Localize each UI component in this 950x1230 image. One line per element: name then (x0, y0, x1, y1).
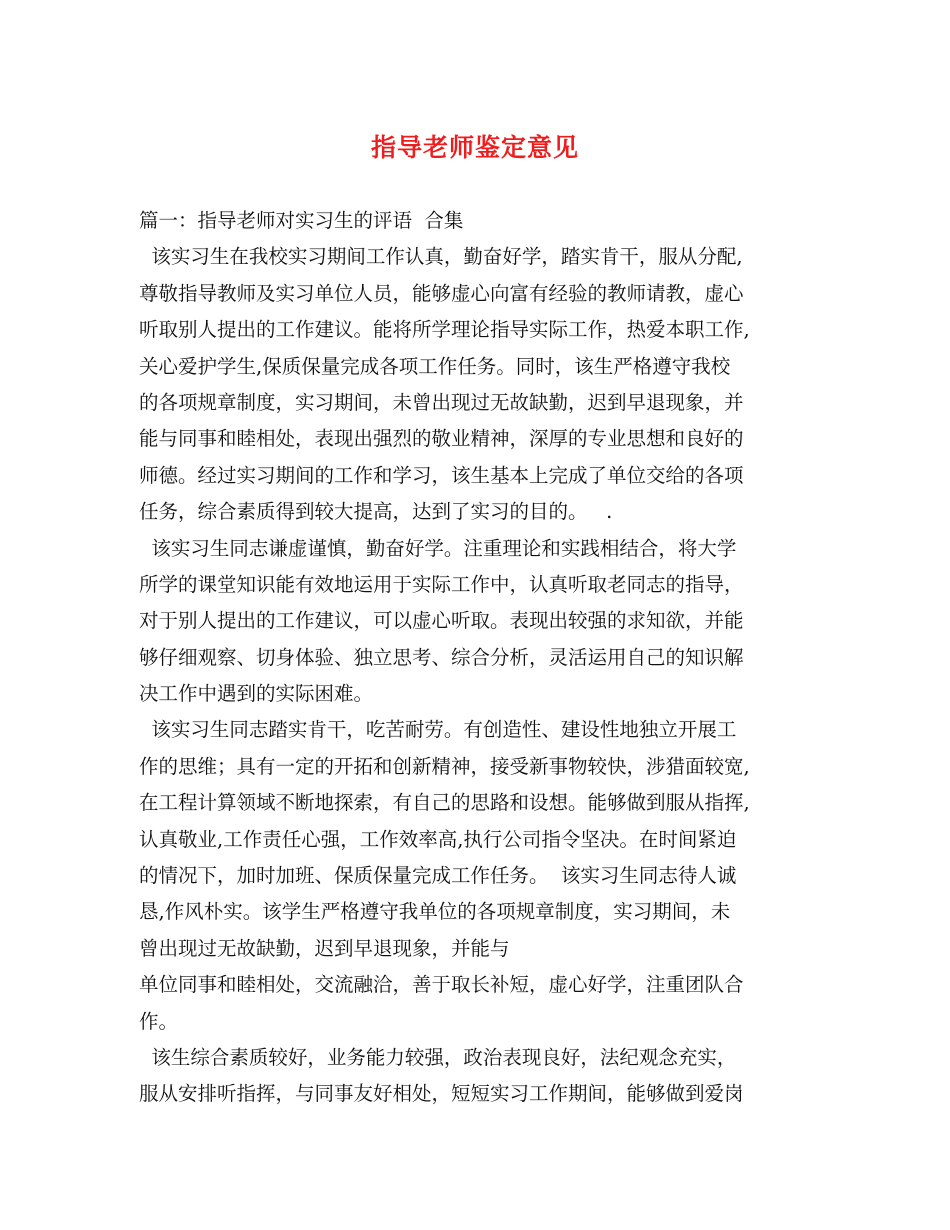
body-line: 篇一：指导老师对实习生的评语 合集 (139, 209, 464, 232)
body-line: 尊敬指导教师及实习单位人员，能够虚心向富有经验的教师请教，虚心 (139, 281, 744, 305)
body-line: 的情况下，加时加班、保质保量完成工作任务。 该实习生同志待人诚 (139, 864, 737, 888)
document-title: 指导老师鉴定意见 (370, 133, 579, 162)
body-line: 够仔细观察、切身体验、独立思考、综合分析，灵活运用自己的知识解 (139, 645, 744, 669)
body-line: 该实习生在我校实习期间工作认真，勤奋好学，踏实肯干，服从分配, (139, 245, 743, 269)
body-line: 该实习生同志谦虚谨慎，勤奋好学。注重理论和实践相结合，将大学 (139, 536, 737, 560)
body-line: 对于别人提出的工作建议，可以虚心听取。表现出较强的求知欲，并能 (139, 609, 744, 633)
body-line: 听取别人提出的工作建议。能将所学理论指导实际工作，热爱本职工作, (139, 318, 750, 342)
body-line: 曾出现过无故缺勤，迟到早退现象，并能与 (139, 936, 510, 960)
document-body (139, 203, 819, 1113)
body-line: 作。 (139, 1009, 179, 1033)
body-line: 在工程计算领域不断地探索，有自己的思路和设想。能够做到服从指挥, (139, 791, 750, 815)
body-line: 恳,作风朴实。该学生严格遵守我单位的各项规章制度，实习期间，未 (139, 900, 731, 924)
body-line: 认真敬业,工作责任心强，工作效率高,执行公司指令坚决。在时间紧迫 (139, 827, 737, 851)
body-line: 该实习生同志踏实肯干，吃苦耐劳。有创造性、建设性地独立开展工 (139, 718, 737, 742)
body-line: 决工作中遇到的实际困难。 (139, 682, 374, 706)
body-line: 关心爱护学生,保质保量完成各项工作任务。同时，该生严格遵守我校 (139, 354, 731, 378)
body-line: 任务，综合素质得到较大提高，达到了实习的目的。 . (139, 500, 613, 524)
body-line: 师德。经过实习期间的工作和学习，该生基本上完成了单位交给的各项 (139, 463, 744, 487)
body-line: 的各项规章制度，实习期间，未曾出现过无故缺勤，迟到早退现象，并 (139, 390, 744, 414)
body-line: 单位同事和睦相处，交流融洽，善于取长补短，虚心好学，注重团队合 (139, 973, 744, 997)
body-line: 作的思维；具有一定的开拓和创新精神，接受新事物较快，涉猎面较宽, (139, 754, 750, 778)
body-line: 服从安排听指挥，与同事友好相处，短短实习工作期间，能够做到爱岗 (139, 1082, 744, 1106)
body-line: 该生综合素质较好，业务能力较强，政治表现良好，法纪观念充实， (139, 1045, 737, 1069)
body-line: 能与同事和睦相处，表现出强烈的敬业精神，深厚的专业思想和良好的 (139, 427, 744, 451)
body-line: 所学的课堂知识能有效地运用于实际工作中，认真听取老同志的指导， (139, 572, 744, 596)
